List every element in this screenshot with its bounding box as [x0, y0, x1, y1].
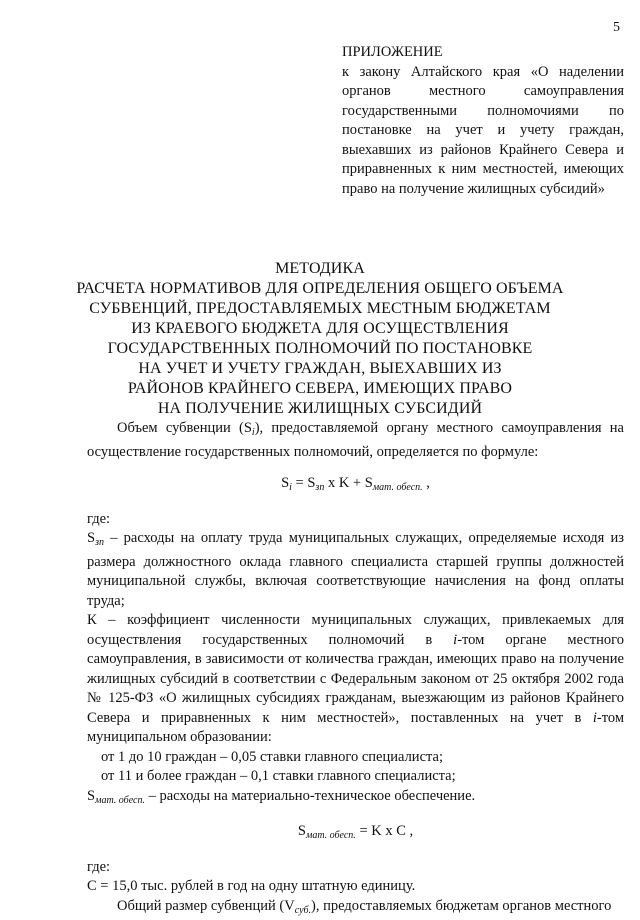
- title-line: НА УЧЕТ И УЧЕТУ ГРАЖДАН, ВЫЕХАВШИХ ИЗ: [60, 359, 580, 379]
- definition-c: С = 15,0 тыс. рублей в год на одну штатную единицу.: [87, 877, 624, 897]
- formula-subvention: $S_i = S_{зп}$ x $K + S_{мат. обесп.}$ ,: [87, 474, 624, 498]
- title-line: НА ПОЛУЧЕНИЕ ЖИЛИЩНЫХ СУБСИДИЙ: [60, 399, 580, 419]
- title-line: МЕТОДИКА: [60, 259, 580, 279]
- title-line: ИЗ КРАЕВОГО БЮДЖЕТА ДЛЯ ОСУЩЕСТВЛЕНИЯ: [60, 319, 580, 339]
- definition-k: К – коэффициент численности муниципальных служащих, привлекаемых для осуществления государственных полномочий в i-том органе местного самоуправления, в зависимости от количества граждан, имеющих право на получение жилищных субсидий в соответствии с Федеральным законом от 25 октября 2002 года № 125-ФЗ «О жилищных субсидиях гражданам, выезжающим из районов Крайнего Севера и приравненных к ним местностей», поставленных на учет в i-том муниципальном образовании:: [87, 611, 624, 748]
- document-body: [87, 419, 624, 920]
- title-line: СУБВЕНЦИЙ, ПРЕДОСТАВЛЯЕМЫХ МЕСТНЫМ БЮДЖЕТАМ: [60, 299, 580, 319]
- title-line: РАСЧЕТА НОРМАТИВОВ ДЛЯ ОПРЕДЕЛЕНИЯ ОБЩЕГО ОБЪЕМА: [60, 279, 580, 299]
- where-label: где:: [87, 510, 624, 530]
- appendix-label: ПРИЛОЖЕНИЕ: [342, 43, 624, 63]
- definition-szp: $S_{зп}$ – расходы на оплату труда муниципальных служащих, определяемые исходя из размера должностного оклада главного специалиста старшей группы должностей муниципальной службы, включая соответствующие начисления на фонд оплаты труда;: [87, 529, 624, 611]
- intro-paragraph: Объем субвенции $(S_i)$, предоставляемой органу местного самоуправления на осуществление государственных полномочий, определяется по формуле:: [87, 419, 624, 462]
- coefficient-range-2: от 11 и более граждан – 0,1 ставки главного специалиста;: [87, 767, 624, 787]
- definition-smat: $S_{мат. обесп.}$ – расходы на материально-техническое обеспечение.: [87, 787, 624, 811]
- title-line: РАЙОНОВ КРАЙНЕГО СЕВЕРА, ИМЕЮЩИХ ПРАВО: [60, 379, 580, 399]
- page-number: 5: [613, 20, 620, 36]
- title-line: ГОСУДАРСТВЕННЫХ ПОЛНОМОЧИЙ ПО ПОСТАНОВКЕ: [60, 339, 580, 359]
- document-title: [60, 259, 580, 419]
- coefficient-range-1: от 1 до 10 граждан – 0,05 ставки главного специалиста;: [87, 748, 624, 768]
- total-subvention-paragraph: Общий размер субвенций $(V_{суб.})$, предоставляемых бюджетам органов местного: [87, 897, 624, 920]
- appendix-text: к закону Алтайского края «О наделении органов местного самоуправления государственными полномочиями по постановке на учет и учету граждан, выехавших из районов Крайнего Севера и приравненных к ним местностей, имеющих право на получение жилищных субсидий»: [342, 63, 624, 200]
- appendix-block: [342, 43, 624, 199]
- where-label: где:: [87, 858, 624, 878]
- formula-material: $S_{мат. обесп.} = K$ x C ,: [87, 822, 624, 846]
